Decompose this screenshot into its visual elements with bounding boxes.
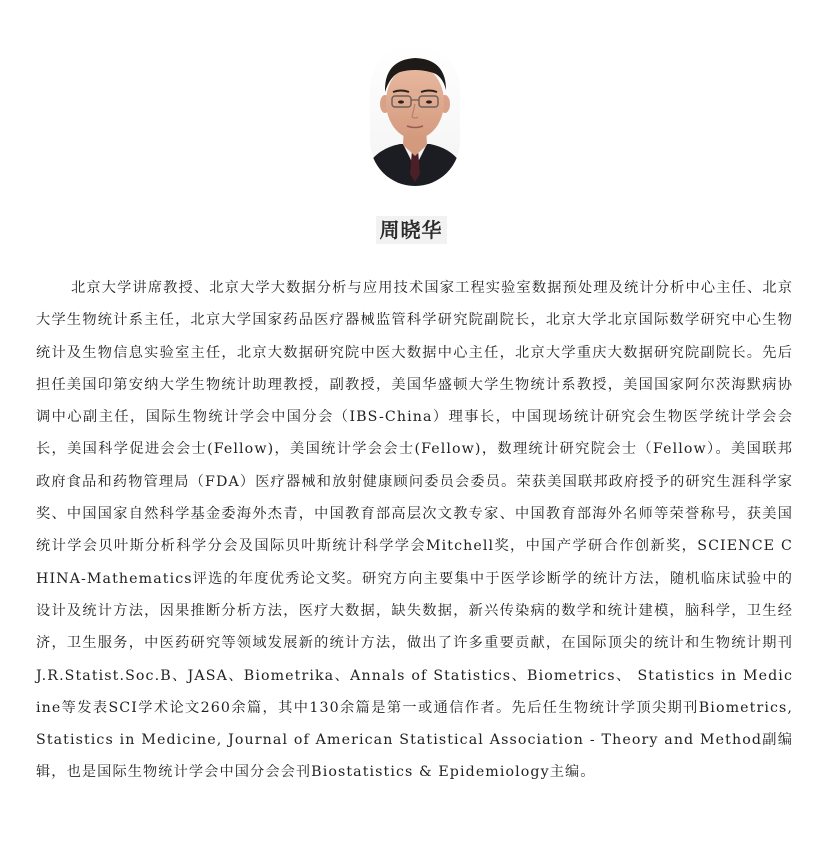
person-name: 周晓华 bbox=[376, 216, 447, 244]
name-heading-wrap bbox=[0, 216, 822, 244]
biography-text: 北京大学讲席教授、北京大学大数据分析与应用技术国家工程实验室数据预处理及统计分析中心主任、北京大学生物统计系主任，北京大学国家药品医疗器械监管科学研究院副院长，北京大学北京国际数学研究中心生物统计及生物信息实验室主任，北京大数据研究院中医大数据中心主任，北京大学重庆大数据研究院副院长。先后担任美国印第安纳大学生物统计助理教授，副教授，美国华盛顿大学生物统计系教授，美国国家阿尔茨海默病协调中心副主任，国际生物统计学会中国分会（IBS-China）理事长，中国现场统计研究会生物医学统计学会会长，美国科学促进会会士(Fellow)，美国统计学会会士(Fellow)，数理统计研究院会士（Fellow）。美国联邦政府食品和药物管理局（FDA）医疗器械和放射健康顾问委员会委员。荣获美国联邦政府授予的研究生涯科学家奖、中国国家自然科学基金委海外杰青，中国教育部高层次文教专家、中国教育部海外名师等荣誉称号，获美国统计学会贝叶斯分析科学分会及国际贝叶斯统计科学学会Mitchell奖，中国产学研合作创新奖，SCIENCE CHINA-Mathematics评选的年度优秀论文奖。研究方向主要集中于医学诊断学的统计方法，随机临床试验中的设计及统计方法，因果推断分析方法，医疗大数据，缺失数据，新兴传染病的数学和统计建模，脑科学，卫生经济，卫生服务，中医药研究等领域发展新的统计方法，做出了许多重要贡献，在国际顶尖的统计和生物统计期刊J.R.Statist.Soc.B、JASA、Biometrika、Annals of Statistics、Biometrics、 Statistics in Medicine等发表SCI学术论文260余篇，其中130余篇是第一或通信作者。先后任生物统计学顶尖期刊Biometrics, Statistics in Medicine, Journal of American Statistical Association - Theory and Method副编辑，也是国际生物统计学会中国分会会刊Biostatistics & Epidemiology主编。 bbox=[36, 280, 793, 781]
portrait-photo bbox=[370, 44, 460, 186]
